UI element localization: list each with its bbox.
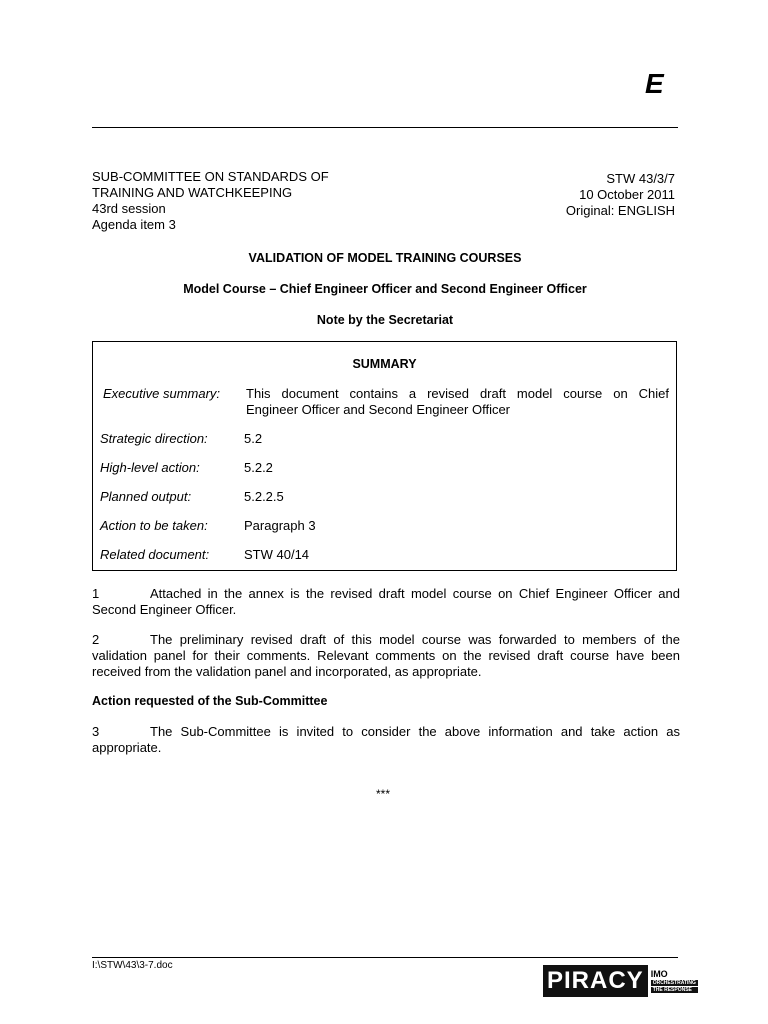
piracy-campaign-logo bbox=[543, 965, 698, 997]
committee-line-2: TRAINING AND WATCHKEEPING bbox=[92, 185, 293, 200]
language-code: E bbox=[645, 68, 664, 99]
paragraph-1 bbox=[92, 586, 680, 618]
logo-org: IMO bbox=[650, 969, 668, 979]
paragraph-text: Attached in the annex is the revised draft model course on Chief Engineer Officer and Second Engineer Officer. bbox=[92, 586, 680, 617]
paragraph-text: The Sub-Committee is invited to consider the above information and take action as appropriate. bbox=[92, 724, 680, 755]
paragraph-number: 1 bbox=[92, 586, 100, 601]
summary-label: Related document: bbox=[100, 547, 210, 562]
doc-original-language: Original: ENGLISH bbox=[565, 203, 675, 218]
note-by: Note by the Secretariat bbox=[316, 313, 454, 327]
summary-value-line: Engineer Officer and Second Engineer Officer bbox=[246, 402, 511, 417]
summary-value: Paragraph 3 bbox=[244, 518, 316, 533]
summary-value: STW 40/14 bbox=[244, 547, 310, 562]
summary-box bbox=[92, 341, 677, 571]
end-marks: *** bbox=[376, 787, 391, 801]
logo-wordmark: PIRACY bbox=[543, 965, 648, 997]
summary-heading: SUMMARY bbox=[352, 357, 417, 371]
action-requested-heading: Action requested of the Sub-Committee bbox=[92, 694, 328, 708]
paragraph-number: 2 bbox=[92, 632, 100, 647]
summary-value bbox=[246, 386, 669, 418]
summary-label: High-level action: bbox=[100, 460, 200, 475]
paragraph-2 bbox=[92, 632, 680, 680]
summary-value: 5.2.2 bbox=[244, 460, 273, 475]
logo-tagline: THE RESPONSE bbox=[651, 987, 698, 993]
paragraph-text: The preliminary revised draft of this model course was forwarded to members of the validation panel for their comments. Relevant comments on the revised draft course have been received from the validation panel and incorporated, as appropriate. bbox=[92, 632, 680, 679]
paragraph-3 bbox=[92, 724, 680, 756]
summary-value-line: This document contains a revised draft model course on Chief bbox=[246, 386, 669, 401]
paragraph-number: 3 bbox=[92, 724, 100, 739]
document-meta bbox=[520, 171, 675, 219]
committee-line-1: SUB-COMMITTEE ON STANDARDS OF bbox=[92, 169, 329, 184]
footer-divider bbox=[92, 957, 678, 958]
document-subtitle: Model Course – Chief Engineer Officer and Second Engineer Officer bbox=[183, 282, 587, 296]
summary-label: Action to be taken: bbox=[100, 518, 208, 533]
summary-label: Strategic direction: bbox=[100, 431, 208, 446]
document-title: VALIDATION OF MODEL TRAINING COURSES bbox=[248, 251, 522, 265]
summary-label: Planned output: bbox=[100, 489, 192, 504]
logo-side bbox=[651, 965, 698, 997]
doc-date: 10 October 2011 bbox=[579, 187, 675, 202]
summary-value: 5.2 bbox=[244, 431, 263, 446]
top-divider bbox=[92, 127, 678, 128]
footer-file-path: I:\STW\43\3-7.doc bbox=[92, 960, 173, 971]
summary-label: Executive summary: bbox=[103, 386, 221, 401]
doc-symbol: STW 43/3/7 bbox=[606, 171, 675, 186]
session: 43rd session bbox=[92, 201, 166, 216]
logo-tagline: ORCHESTRATING bbox=[652, 980, 696, 986]
committee-header bbox=[92, 169, 412, 233]
summary-value: 5.2.2.5 bbox=[244, 489, 284, 504]
agenda-item: Agenda item 3 bbox=[92, 217, 176, 232]
